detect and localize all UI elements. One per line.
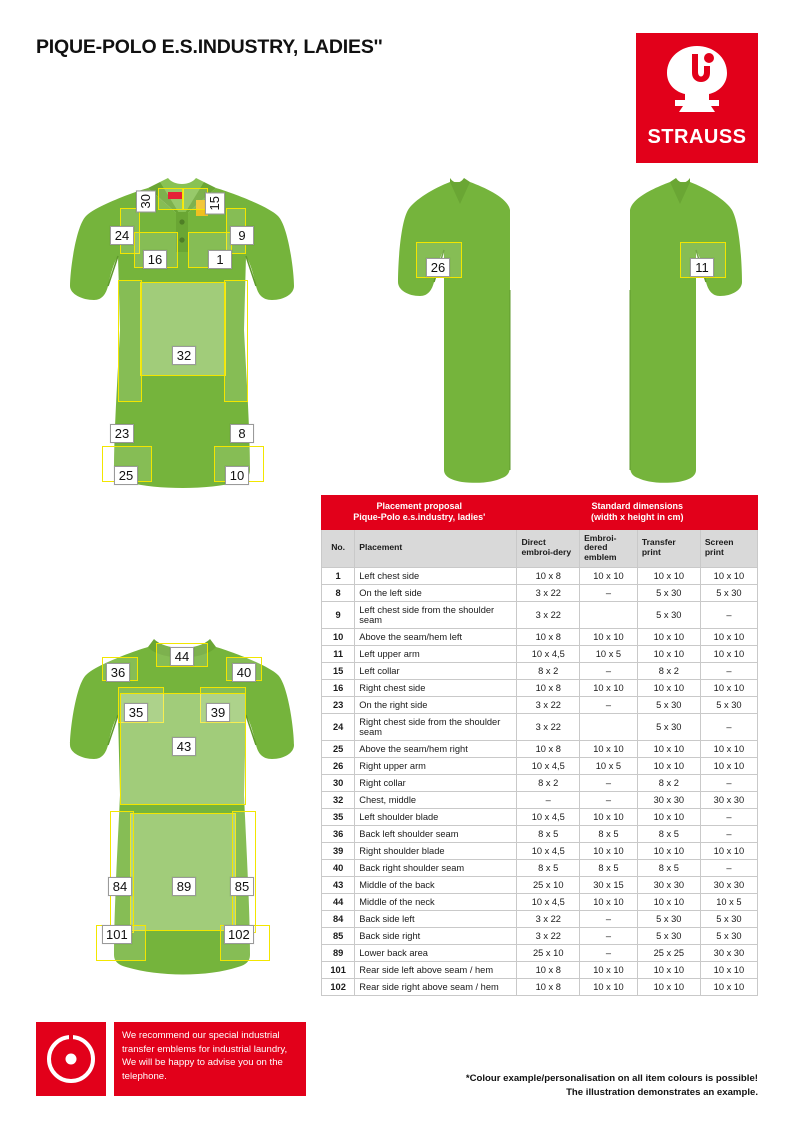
cell-no: 11 [322,646,355,663]
cell-no: 44 [322,894,355,911]
table-row [322,860,758,877]
badge-39: 39 [206,703,230,722]
cell-screen: – [700,602,757,629]
cell-screen: – [700,714,757,741]
cell-emblem: 10 x 5 [580,758,638,775]
cell-transfer: 25 x 25 [637,945,700,962]
cell-transfer: 8 x 2 [637,663,700,680]
cell-direct: 10 x 8 [517,741,580,758]
table-row [322,877,758,894]
table-row [322,945,758,962]
cell-transfer: 10 x 10 [637,741,700,758]
badge-84: 84 [108,877,132,896]
cell-direct: 10 x 8 [517,568,580,585]
footer-advice-text: We recommend our special industrial transfer emblems for industrial laundry, We will be happy to advise you on the telephone. [114,1022,306,1096]
cell-direct: 10 x 4,5 [517,646,580,663]
cell-screen: 10 x 10 [700,680,757,697]
badge-10: 10 [225,466,249,485]
cell-transfer: 5 x 30 [637,602,700,629]
cell-emblem: 30 x 15 [580,877,638,894]
cell-placement: On the left side [355,585,517,602]
footer-note [466,1072,758,1100]
cell-no: 32 [322,792,355,809]
cell-no: 23 [322,697,355,714]
cell-screen: 10 x 5 [700,894,757,911]
placement-table [321,495,758,996]
cell-screen: 30 x 30 [700,877,757,894]
badge-36: 36 [106,663,130,682]
cell-screen: – [700,826,757,843]
cell-transfer: 10 x 10 [637,894,700,911]
cell-emblem: 8 x 5 [580,826,638,843]
table-header-top [322,496,758,530]
cell-no: 84 [322,911,355,928]
strauss-logo [636,33,758,163]
cell-direct: 3 x 22 [517,714,580,741]
cell-transfer: 10 x 10 [637,979,700,996]
cell-transfer: 5 x 30 [637,928,700,945]
cell-no: 36 [322,826,355,843]
cell-no: 85 [322,928,355,945]
cell-transfer: 8 x 5 [637,860,700,877]
cell-no: 30 [322,775,355,792]
badge-9: 9 [230,226,254,245]
cell-screen: 10 x 10 [700,629,757,646]
side-shirt-graphic-11 [600,170,750,490]
cell-emblem: 10 x 10 [580,568,638,585]
zone-8 [224,280,248,402]
cell-no: 102 [322,979,355,996]
table-header-columns [322,529,758,568]
cell-screen: 30 x 30 [700,792,757,809]
cell-emblem: 10 x 10 [580,843,638,860]
cell-placement: Left upper arm [355,646,517,663]
table-row [322,714,758,741]
cell-screen: 5 x 30 [700,928,757,945]
table-row [322,962,758,979]
header-standard-dimensions [517,496,758,530]
table-row [322,697,758,714]
cell-emblem: 10 x 5 [580,646,638,663]
cell-placement: Right collar [355,775,517,792]
cell-screen: – [700,860,757,877]
cell-transfer: 10 x 10 [637,962,700,979]
badge-102: 102 [224,925,254,944]
badge-15: 15 [205,192,225,214]
cell-no: 39 [322,843,355,860]
cell-screen: 10 x 10 [700,568,757,585]
cell-emblem: – [580,928,638,945]
cell-emblem: – [580,945,638,962]
cell-transfer: 5 x 30 [637,585,700,602]
table-row [322,646,758,663]
cell-placement: Left shoulder blade [355,809,517,826]
cell-screen: 10 x 10 [700,646,757,663]
badge-16: 16 [143,250,167,269]
cell-direct: 8 x 5 [517,826,580,843]
cell-transfer: 10 x 10 [637,758,700,775]
header-proposal-line2: Pique-Polo e.s.industry, ladies' [353,512,486,523]
cell-placement: Middle of the neck [355,894,517,911]
col-direct-embroidery: Direct embroi-dery [517,529,580,568]
table-row [322,809,758,826]
table-row [322,629,758,646]
table-row [322,758,758,775]
badge-23: 23 [110,424,134,443]
cell-screen: 5 x 30 [700,911,757,928]
cell-no: 89 [322,945,355,962]
badge-101: 101 [102,925,132,944]
zone-23 [118,280,142,402]
cell-placement: Back right shoulder seam [355,860,517,877]
logo-wordmark: STRAUSS [647,126,747,148]
col-screen-print: Screen print [700,529,757,568]
cell-placement: Lower back area [355,945,517,962]
badge-8: 8 [230,424,254,443]
cell-direct: 8 x 2 [517,775,580,792]
cell-no: 24 [322,714,355,741]
col-placement: Placement [355,529,517,568]
header-dimensions-line2: (width x height in cm) [590,512,684,523]
cell-direct: 25 x 10 [517,877,580,894]
header-dimensions-line1: Standard dimensions [591,501,683,511]
cell-emblem: – [580,697,638,714]
strauss-glyph-icon [657,42,737,116]
table-row [322,775,758,792]
cell-transfer: 10 x 10 [637,646,700,663]
badge-11: 11 [690,258,714,277]
cell-placement: Left chest side from the shoulder seam [355,602,517,629]
cell-screen: 5 x 30 [700,585,757,602]
cell-screen: 10 x 10 [700,843,757,860]
badge-1: 1 [208,250,232,269]
header-placement-proposal [322,496,517,530]
cell-emblem: – [580,585,638,602]
cell-no: 16 [322,680,355,697]
laundry-dot-icon [66,1054,77,1065]
cell-placement: On the right side [355,697,517,714]
side-view-right-arm [390,170,540,490]
table-row [322,894,758,911]
cell-no: 35 [322,809,355,826]
cell-transfer: 8 x 2 [637,775,700,792]
cell-no: 26 [322,758,355,775]
cell-no: 43 [322,877,355,894]
badge-26: 26 [426,258,450,277]
cell-emblem: 10 x 10 [580,962,638,979]
cell-screen: 10 x 10 [700,758,757,775]
table-body [322,568,758,996]
cell-placement: Right upper arm [355,758,517,775]
cell-direct: 10 x 4,5 [517,809,580,826]
cell-screen: – [700,775,757,792]
badge-24: 24 [110,226,134,245]
cell-transfer: 10 x 10 [637,809,700,826]
cell-placement: Right shoulder blade [355,843,517,860]
cell-no: 25 [322,741,355,758]
cell-transfer: 10 x 10 [637,629,700,646]
cell-transfer: 30 x 30 [637,877,700,894]
cell-emblem: 10 x 10 [580,629,638,646]
cell-placement: Back side left [355,911,517,928]
badge-44: 44 [170,647,194,666]
cell-direct: 8 x 2 [517,663,580,680]
badge-35: 35 [124,703,148,722]
cell-no: 40 [322,860,355,877]
table-row [322,585,758,602]
cell-no: 15 [322,663,355,680]
cell-screen: 10 x 10 [700,979,757,996]
table-row [322,979,758,996]
table-row [322,680,758,697]
table-head [322,496,758,568]
header-proposal-line1: Placement proposal [376,501,462,511]
cell-emblem: 10 x 10 [580,680,638,697]
zone-30 [158,188,184,210]
cell-placement: Above the seam/hem left [355,629,517,646]
back-view-illustration [48,625,313,995]
cell-placement: Left collar [355,663,517,680]
table-row [322,663,758,680]
cell-emblem [580,714,638,741]
back-shirt-graphic [48,625,313,995]
footer-advice-box [36,1022,306,1096]
cell-direct: 10 x 4,5 [517,894,580,911]
cell-direct: – [517,792,580,809]
zone-85 [232,811,256,933]
cell-screen: – [700,663,757,680]
cell-emblem: – [580,792,638,809]
badge-40: 40 [232,663,256,682]
cell-emblem: 10 x 10 [580,809,638,826]
badge-30: 30 [136,190,156,212]
cell-transfer: 5 x 30 [637,714,700,741]
front-view-illustration [48,170,313,500]
cell-direct: 3 x 22 [517,928,580,945]
cell-emblem: – [580,663,638,680]
cell-placement: Left chest side [355,568,517,585]
cell-screen: 10 x 10 [700,962,757,979]
table-row [322,741,758,758]
cell-direct: 10 x 8 [517,979,580,996]
badge-25: 25 [114,466,138,485]
cell-transfer: 8 x 5 [637,826,700,843]
strauss-emblem-icon [636,33,758,125]
footer-note-line1: *Colour example/personalisation on all item colours is possible! [465,1073,758,1084]
badge-89: 89 [172,877,196,896]
table-row [322,843,758,860]
table-row [322,792,758,809]
badge-43: 43 [172,737,196,756]
cell-placement: Back side right [355,928,517,945]
cell-emblem: 10 x 10 [580,979,638,996]
cell-placement: Rear side right above seam / hem [355,979,517,996]
cell-direct: 10 x 8 [517,629,580,646]
cell-emblem [580,602,638,629]
cell-no: 101 [322,962,355,979]
col-embroidered-emblem: Embroi-dered emblem [580,529,638,568]
page-title: PIQUE-POLO E.S.INDUSTRY, LADIES'' [36,36,383,58]
cell-placement: Above the seam/hem right [355,741,517,758]
cell-direct: 10 x 8 [517,962,580,979]
footer-note-line2: The illustration demonstrates an example. [566,1086,758,1098]
cell-direct: 3 x 22 [517,911,580,928]
cell-transfer: 10 x 10 [637,680,700,697]
cell-screen: 5 x 30 [700,697,757,714]
zone-89 [130,813,236,931]
cell-screen: 30 x 30 [700,945,757,962]
cell-no: 1 [322,568,355,585]
table-row [322,928,758,945]
cell-direct: 10 x 4,5 [517,843,580,860]
cell-placement: Right chest side [355,680,517,697]
cell-emblem: 10 x 10 [580,894,638,911]
cell-placement: Right chest side from the shoulder seam [355,714,517,741]
cell-transfer: 10 x 10 [637,568,700,585]
cell-placement: Chest, middle [355,792,517,809]
cell-transfer: 5 x 30 [637,697,700,714]
cell-no: 9 [322,602,355,629]
cell-emblem: – [580,911,638,928]
cell-emblem: 8 x 5 [580,860,638,877]
cell-direct: 3 x 22 [517,602,580,629]
cell-direct: 3 x 22 [517,585,580,602]
cell-screen: 10 x 10 [700,741,757,758]
col-transfer-print: Transfer print [637,529,700,568]
table-row [322,826,758,843]
cell-direct: 8 x 5 [517,860,580,877]
side-view-left-arm [600,170,750,490]
cell-direct: 25 x 10 [517,945,580,962]
table-row [322,568,758,585]
cell-transfer: 10 x 10 [637,843,700,860]
cell-emblem: – [580,775,638,792]
cell-transfer: 30 x 30 [637,792,700,809]
zone-84 [110,811,134,933]
cell-transfer: 5 x 30 [637,911,700,928]
laundry-symbol-box [36,1022,106,1096]
cell-direct: 3 x 22 [517,697,580,714]
badge-32: 32 [172,346,196,365]
cell-screen: – [700,809,757,826]
cell-direct: 10 x 8 [517,680,580,697]
cell-placement: Back left shoulder seam [355,826,517,843]
cell-placement: Middle of the back [355,877,517,894]
side-shirt-graphic-26 [390,170,540,490]
badge-85: 85 [230,877,254,896]
table-row [322,602,758,629]
cell-no: 10 [322,629,355,646]
cell-no: 8 [322,585,355,602]
table-row [322,911,758,928]
cell-placement: Rear side left above seam / hem [355,962,517,979]
cell-emblem: 10 x 10 [580,741,638,758]
cell-direct: 10 x 4,5 [517,758,580,775]
col-no: No. [322,529,355,568]
